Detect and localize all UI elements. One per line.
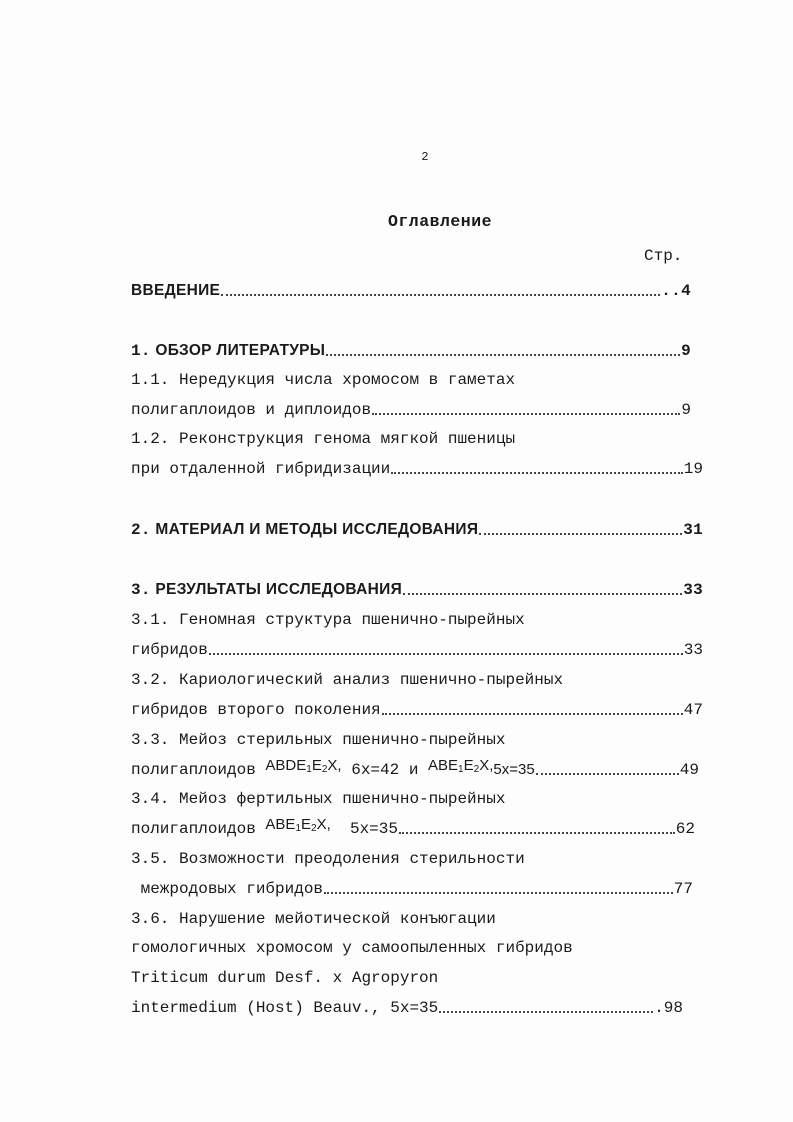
leader-dots xyxy=(372,413,680,415)
leader-dots xyxy=(439,1011,653,1013)
toc-entry-3-1-line1[interactable]: 3.1. Геномная структура пшенично-пырейных xyxy=(131,611,525,629)
toc-entry-title: гибридов xyxy=(131,641,208,659)
toc-entry-title: intermedium (Host) Beauv., 5x=35 xyxy=(131,999,439,1017)
toc-entry-number: 3. xyxy=(131,581,151,599)
leader-dots xyxy=(326,354,680,356)
toc-entry-title: ОБЗОР ЛИТЕРАТУРЫ xyxy=(150,342,326,359)
page-number: 2 xyxy=(421,150,429,164)
toc-entry-page: 62 xyxy=(675,820,695,838)
toc-entry-3-6-line1[interactable]: 3.6. Нарушение мейотической конъюгации xyxy=(131,910,496,928)
toc-entry-title: при отдаленной гибридизации xyxy=(131,460,391,478)
toc-entry-3-1[interactable] xyxy=(131,638,703,660)
toc-entry-intro[interactable] xyxy=(131,279,691,301)
genome-formula: $ABDE_1E_2X$, xyxy=(265,757,342,775)
leader-dots xyxy=(536,773,679,775)
toc-entry-section-1[interactable] xyxy=(131,339,691,361)
ploidy-text: 6x=42 и xyxy=(341,761,429,779)
toc-entry-page: 9 xyxy=(681,342,691,360)
toc-entry-page: 47 xyxy=(683,701,703,719)
toc-entry-1-1-line1[interactable]: 1.1. Нередукция числа хромосом в гаметах xyxy=(131,371,516,389)
toc-entry-title: полигаплоидов xyxy=(131,820,266,838)
toc-entry-1-2[interactable] xyxy=(131,457,703,479)
toc-entry-title: межродовых гибридов xyxy=(131,880,324,898)
genome-formula: $ABE_1E_2X$, xyxy=(428,757,494,775)
page-title: Оглавление xyxy=(387,212,493,231)
genome-formula: $ABE_1E_2X$, xyxy=(265,816,331,834)
toc-entry-number: 1. xyxy=(131,342,151,360)
toc-entry-3-4-line1[interactable]: 3.4. Мейоз фертильных пшенично-пырейных xyxy=(131,790,506,808)
toc-entry-1-2-line1[interactable]: 1.2. Реконструкция генома мягкой пшеницы xyxy=(131,430,516,448)
toc-entry-3-2[interactable] xyxy=(131,698,703,720)
toc-entry-page: 33 xyxy=(683,641,703,659)
toc-entry-page: 19 xyxy=(683,460,703,478)
leader-dots xyxy=(391,472,683,474)
toc-entry-page: 77 xyxy=(673,880,693,898)
toc-entry-page: ..4 xyxy=(661,282,691,300)
page-column-label: Стр. xyxy=(644,247,683,265)
toc-entry-3-4[interactable] xyxy=(131,817,695,839)
toc-entry-3-5[interactable] xyxy=(131,877,693,899)
leader-dots xyxy=(479,533,682,535)
leader-dots xyxy=(399,832,675,834)
leader-dots xyxy=(403,593,682,595)
toc-entry-1-1[interactable] xyxy=(131,398,691,420)
toc-entry-3-3-line1[interactable]: 3.3. Мейоз стерильных пшенично-пырейных xyxy=(131,731,506,749)
toc-entry-3-5-line1[interactable]: 3.5. Возможности преодоления стерильности xyxy=(131,850,525,868)
toc-entry-section-2[interactable] xyxy=(131,518,703,540)
ploidy-text: 5x=35 xyxy=(330,820,398,838)
toc-entry-title: МАТЕРИАЛ И МЕТОДЫ ИССЛЕДОВАНИЯ xyxy=(150,521,479,538)
toc-entry-title: полигаплоидов xyxy=(131,761,266,779)
toc-entry-3-6-line3[interactable]: Triticum durum Desf. x Agropyron xyxy=(131,969,439,987)
toc-entry-title: ВВЕДЕНИЕ xyxy=(131,282,221,299)
toc-entry-3-6-line2[interactable]: гомологичных хромосом у самоопыленных гибридов xyxy=(131,939,573,957)
ploidy-text: 5x=35 xyxy=(493,761,535,778)
toc-entry-3-3[interactable] xyxy=(131,758,699,780)
toc-entry-number: 2. xyxy=(131,521,151,539)
toc-entry-page: 49 xyxy=(679,761,699,779)
toc-entry-3-2-line1[interactable]: 3.2. Кариологический анализ пшенично-пырейных xyxy=(131,671,564,689)
toc-entry-section-3[interactable] xyxy=(131,578,703,600)
toc-entry-page: 9 xyxy=(681,401,691,419)
toc-entry-page: 31 xyxy=(683,521,703,539)
toc-entry-title: РЕЗУЛЬТАТЫ ИССЛЕДОВАНИЯ xyxy=(150,581,403,598)
leader-dots xyxy=(209,653,683,655)
toc-entry-3-6[interactable] xyxy=(131,996,683,1018)
leader-dots xyxy=(324,892,673,894)
leader-dots xyxy=(221,294,660,296)
toc-entry-title: гибридов второго поколения xyxy=(131,701,381,719)
toc-entry-page: .98 xyxy=(654,999,683,1017)
toc-entry-page: 33 xyxy=(683,581,703,599)
toc-entry-title: полигаплоидов и диплоидов xyxy=(131,401,372,419)
leader-dots xyxy=(382,713,683,715)
